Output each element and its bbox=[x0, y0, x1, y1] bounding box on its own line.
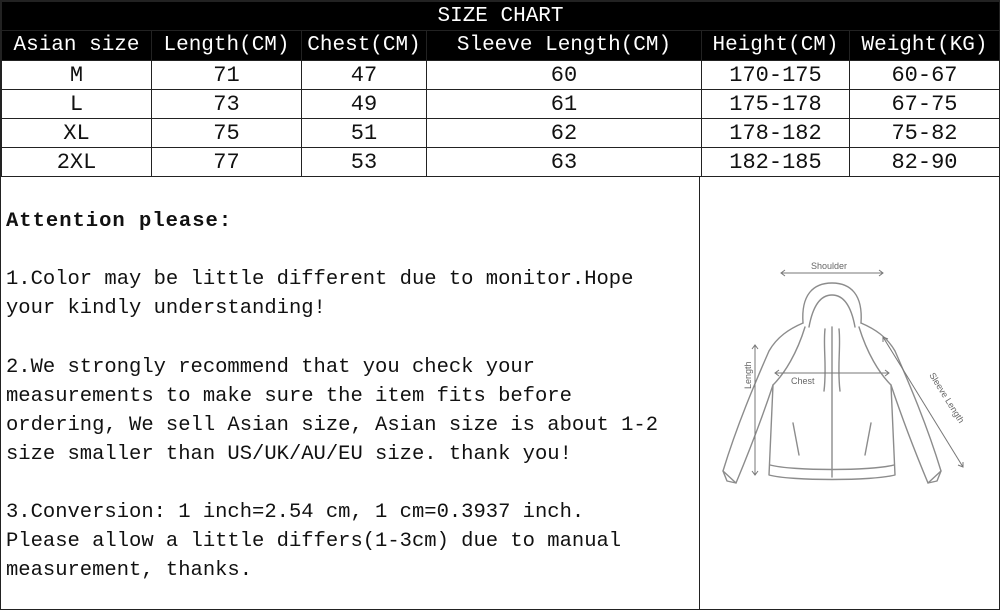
table-cell: 53 bbox=[302, 148, 427, 177]
right-pocket-seam bbox=[865, 423, 871, 455]
chest-label: Chest bbox=[791, 376, 815, 386]
table-cell: 60 bbox=[427, 61, 702, 90]
drawstring-left bbox=[824, 329, 825, 391]
notes-heading: Attention please: bbox=[6, 210, 233, 233]
col-header-height: Height(CM) bbox=[702, 31, 850, 61]
table-cell: 51 bbox=[302, 119, 427, 148]
table-cell: 49 bbox=[302, 90, 427, 119]
table-row bbox=[2, 61, 1000, 90]
table-cell: 63 bbox=[427, 148, 702, 177]
length-label: Length bbox=[743, 361, 753, 389]
table-row bbox=[2, 119, 1000, 148]
col-header-length: Length(CM) bbox=[152, 31, 302, 61]
note-2-line-4: size smaller than US/UK/AU/EU size. thank you! bbox=[6, 443, 572, 466]
note-2-line-2: measurements to make sure the item fits before bbox=[6, 385, 572, 408]
hoodie-measurement-diagram bbox=[701, 177, 999, 609]
sleeve-length-label: Sleeve Length bbox=[927, 370, 967, 425]
table-cell: 182-185 bbox=[702, 148, 850, 177]
chart-title: SIZE CHART bbox=[2, 2, 1000, 31]
right-raglan-seam bbox=[859, 327, 891, 385]
table-cell: 47 bbox=[302, 61, 427, 90]
drawstring-right bbox=[839, 329, 840, 391]
note-2-line-3: ordering, We sell Asian size, Asian size is about 1-2 bbox=[6, 414, 659, 437]
table-cell: 73 bbox=[152, 90, 302, 119]
table-cell: 77 bbox=[152, 148, 302, 177]
table-cell: 71 bbox=[152, 61, 302, 90]
header-row bbox=[2, 31, 1000, 61]
table-cell: L bbox=[2, 90, 152, 119]
note-2-line-1: 2.We strongly recommend that you check your bbox=[6, 356, 535, 379]
table-cell: 60-67 bbox=[850, 61, 1000, 90]
note-3-line-1: 3.Conversion: 1 inch=2.54 cm, 1 cm=0.3937 inch. bbox=[6, 501, 585, 524]
size-chart-table bbox=[1, 1, 1000, 177]
table-cell: 178-182 bbox=[702, 119, 850, 148]
shoulder-label: Shoulder bbox=[811, 261, 848, 271]
table-cell: 82-90 bbox=[850, 148, 1000, 177]
left-pocket-seam bbox=[793, 423, 799, 455]
col-header-asian-size: Asian size bbox=[2, 31, 152, 61]
note-3-line-2: Please allow a little differs(1-3cm) due to manual bbox=[6, 530, 622, 553]
table-cell: 175-178 bbox=[702, 90, 850, 119]
table-cell: 170-175 bbox=[702, 61, 850, 90]
attention-notes bbox=[1, 177, 700, 609]
table-cell: XL bbox=[2, 119, 152, 148]
table-cell: 67-75 bbox=[850, 90, 1000, 119]
table-cell: 2XL bbox=[2, 148, 152, 177]
note-1-line-1: 1.Color may be little different due to monitor.Hope bbox=[6, 268, 634, 291]
table-cell: M bbox=[2, 61, 152, 90]
table-row bbox=[2, 148, 1000, 177]
note-3-line-3: measurement, thanks. bbox=[6, 559, 253, 582]
table-cell: 62 bbox=[427, 119, 702, 148]
col-header-sleeve-length: Sleeve Length(CM) bbox=[427, 31, 702, 61]
col-header-chest: Chest(CM) bbox=[302, 31, 427, 61]
hood-opening bbox=[809, 295, 855, 327]
table-row bbox=[2, 90, 1000, 119]
col-header-weight: Weight(KG) bbox=[850, 31, 1000, 61]
note-1-line-2: your kindly understanding! bbox=[6, 297, 326, 320]
table-cell: 75-82 bbox=[850, 119, 1000, 148]
hoodie-diagram-svg bbox=[701, 177, 999, 609]
table-cell: 75 bbox=[152, 119, 302, 148]
table-cell: 61 bbox=[427, 90, 702, 119]
